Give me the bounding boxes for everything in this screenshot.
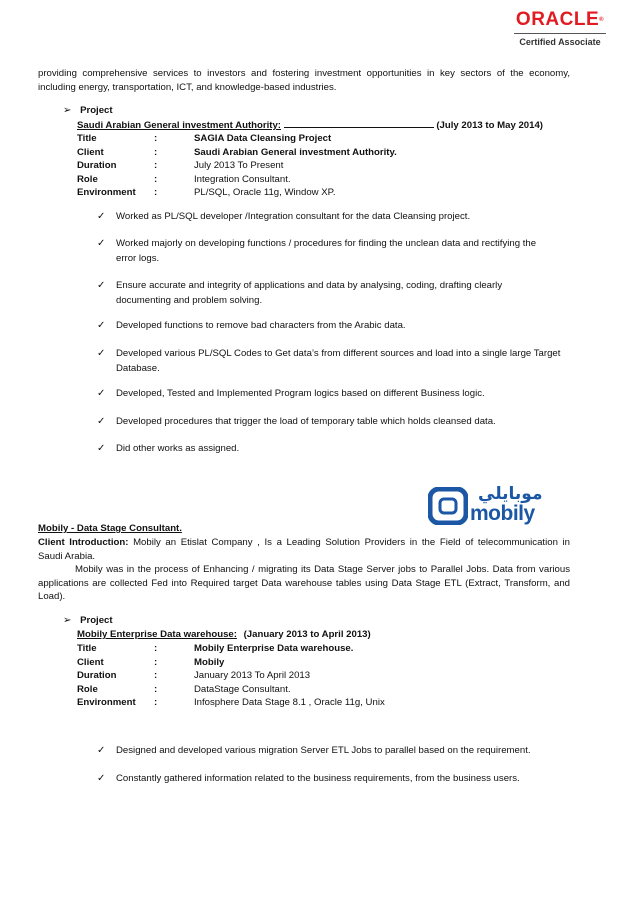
arrow-bullet-icon: ➢ xyxy=(63,615,72,626)
logo-divider xyxy=(514,33,606,34)
check-icon: ✓ xyxy=(97,416,106,427)
intro-line-1: providing comprehensive services to investors and fostering investment opportunities in key sectors of the economy, xyxy=(38,68,570,79)
project-2-org: Mobily Enterprise Data warehouse: xyxy=(77,629,237,640)
project-2-heading: ➢ Project xyxy=(63,615,113,626)
arrow-bullet-icon: ➢ xyxy=(63,105,72,116)
project-1-org-line xyxy=(77,118,547,133)
project-2-bullet: ✓ Designed and developed various migration Server ETL Jobs to parallel based on the requirement. xyxy=(97,745,531,756)
oracle-wordmark: ORACLE® xyxy=(515,9,605,30)
project-2-org-line xyxy=(77,628,371,642)
check-icon: ✓ xyxy=(97,348,106,359)
project-2-bullet: ✓ Constantly gathered information related to the business requirements, from the business users. xyxy=(97,773,520,784)
project-1-bullet: ✓ Did other works as assigned. xyxy=(97,443,240,454)
employer-desc-line-1: Mobily was in the process of Enhancing / migrating its Data Stage Server jobs to Parallel Jobs. Data from various xyxy=(75,564,570,575)
project-2-details: Title : Mobily Enterprise Data warehouse. Client : Mobily Duration : January 2013 To April 2013 Role : DataStage Consultant. Environment : Infosphere Data Stage 8.1 , Oracle 11g, Unix xyxy=(77,643,385,708)
project-1-bullet: ✓ Developed, Tested and Implemented Program logics based on different Business logic. xyxy=(97,388,485,399)
project-1-bullet: ✓ Developed procedures that trigger the load of temporary table which holds cleansed data. xyxy=(97,416,496,427)
mobily-arabic-wordmark: موبايلي xyxy=(478,484,543,504)
project-2-period: (January 2013 to April 2013) xyxy=(243,629,371,640)
check-icon: ✓ xyxy=(97,320,106,331)
check-icon: ✓ xyxy=(97,211,106,222)
employer-title: Mobily - Data Stage Consultant. xyxy=(38,523,182,534)
project-1-bullet: ✓ Worked as PL/SQL developer /Integration consultant for the data Cleansing project. xyxy=(97,211,471,222)
project-1-bullet: ✓ Worked majorly on developing functions / procedures for finding the unclean data and rectifying the error logs. xyxy=(97,238,537,264)
project-1-period: (July 2013 to May 2014) xyxy=(436,120,543,131)
project-1-org: Saudi Arabian General investment Authority: xyxy=(77,120,281,131)
check-icon: ✓ xyxy=(97,443,106,454)
client-intro-line-2: Saudi Arabia. xyxy=(38,551,96,562)
intro-line-2: including energy, transportation, ICT, and knowledge-based industries. xyxy=(38,82,337,93)
project-1-heading: ➢ Project xyxy=(63,105,113,116)
underline-filler xyxy=(284,118,434,128)
project-1-details: Title : SAGIA Data Cleansing Project Client : Saudi Arabian General investment Authority. Duration : July 2013 To Present Role : Integration Consultant. Environment : PL/SQL, Oracle 11g, Window XP. xyxy=(77,133,397,198)
employer-desc-line-3: Load). xyxy=(38,591,66,602)
check-icon: ✓ xyxy=(97,773,106,784)
mobily-wordmark: mobily xyxy=(470,502,535,525)
project-1-bullet: ✓ Developed functions to remove bad characters from the Arabic data. xyxy=(97,320,406,331)
mobily-logo xyxy=(428,482,543,528)
oracle-certification-label: Certified Associate xyxy=(519,37,601,47)
check-icon: ✓ xyxy=(97,280,106,291)
project-1-bullet: ✓ Developed various PL/SQL Codes to Get data’s from different sources and load into a single large Target Database. xyxy=(97,348,561,374)
check-icon: ✓ xyxy=(97,745,106,756)
client-intro-line-1: Client Introduction: Mobily an Etislat Company , Is a Leading Solution Providers in the Field of telecommunication in xyxy=(38,537,570,548)
check-icon: ✓ xyxy=(97,388,106,399)
mobily-emblem-icon xyxy=(428,487,468,525)
check-icon: ✓ xyxy=(97,238,106,249)
project-1-bullet: ✓ Ensure accurate and integrity of applications and data by analysing, coding, drafting clearly documenting and problem solving. xyxy=(97,280,503,306)
oracle-certified-associate-logo xyxy=(512,10,608,52)
employer-desc-line-2: applications are collected Fed into Required target Data warehouse tables using Data Stage ETL (Extract, Transform, and xyxy=(38,578,570,589)
